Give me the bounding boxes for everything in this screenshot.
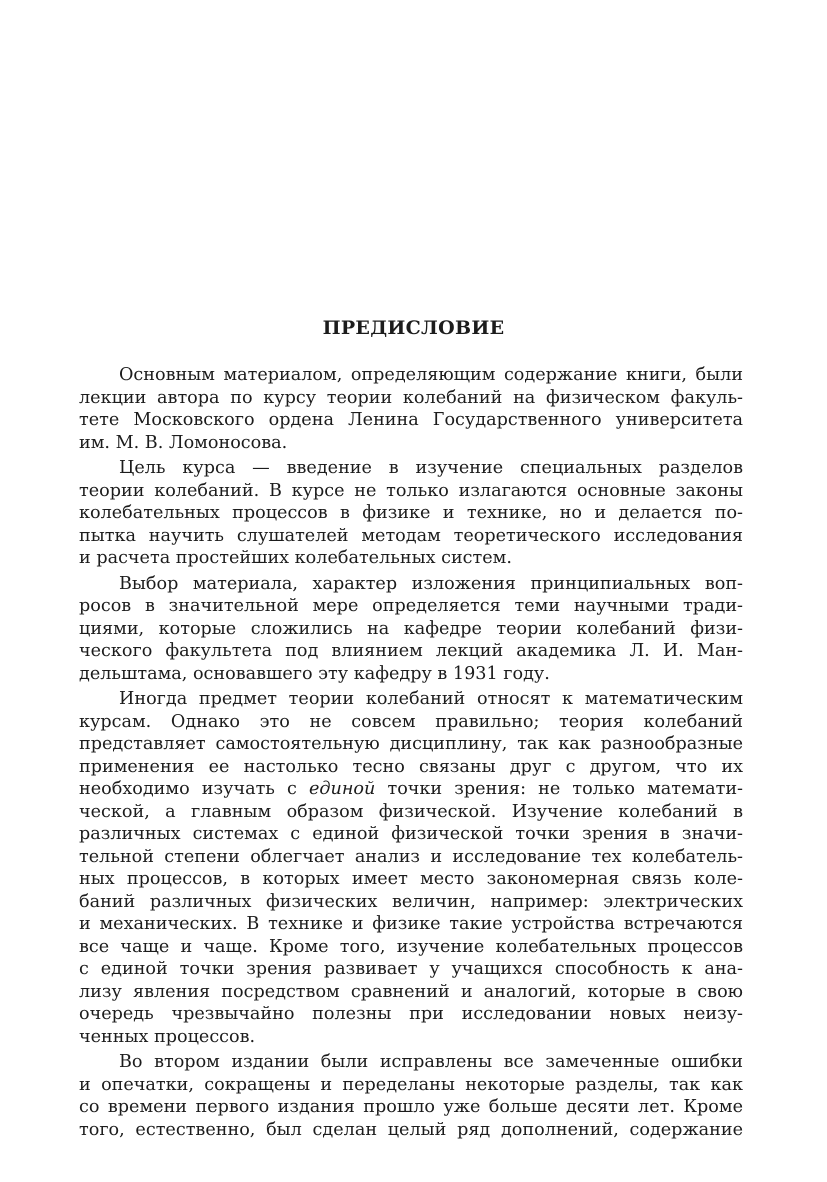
paragraph-1 (79, 364, 743, 454)
text-line: различных системах с единой физической точки зрения в значи- (79, 824, 743, 844)
text-line: ченных процессов. (79, 1026, 256, 1047)
text-line: того, естественно, был сделан целый ряд дополнений, содержание (79, 1119, 743, 1140)
text-line: все чаще и чаще. Кроме того, изучение колебательных процессов (79, 936, 743, 957)
text-line: ческой, а главным образом физической. Изучение колебаний в (79, 801, 743, 822)
text-line: лекции автора по курсу теории колебаний на физическом факуль- (79, 387, 743, 408)
text-line: дельштама, основавшего эту кафедру в 1931 году. (79, 663, 550, 684)
text-line: и расчета простейших колебательных систем. (79, 548, 512, 568)
text-segment: точки зрения: не только математи- (387, 779, 743, 799)
paragraph-5 (79, 1051, 743, 1141)
paragraph-4 (79, 688, 743, 1048)
page-title: ПРЕДИСЛОВИЕ (322, 317, 505, 339)
text-line: тете Московского ордена Ленина Государственного университета (79, 410, 743, 430)
text-line: Иногда предмет теории колебаний относят к математическим (119, 689, 743, 709)
text-line: курсам. Однако это не совсем правильно; теория колебаний (79, 711, 743, 732)
text-line: баний различных физических величин, например: электрических (79, 891, 743, 912)
text-line: ческого факультета под влиянием лекций академика Л. И. Ман- (79, 641, 743, 661)
text-line: Цель курса — введение в изучение специальных разделов (119, 458, 743, 478)
text-line: с единой точки зрения развивает у учащихся способность к ана- (79, 959, 743, 979)
text-line: очередь чрезвычайно полезны при исследовании новых неизу- (79, 1004, 743, 1024)
emphasized-word: единой (308, 779, 376, 799)
text-line-with-emphasis (79, 778, 743, 801)
text-line: Основным материалом, определяющим содержание книги, были (119, 365, 743, 385)
text-line: пытка научить слушателей методам теоретического исследования (79, 525, 743, 546)
text-line: ных процессов, в которых имеет место закономерная связь коле- (79, 869, 743, 889)
text-line: и механических. В технике и физике такие устройства встречаются (79, 914, 743, 934)
paragraph-2 (79, 457, 743, 570)
preface-text (79, 364, 743, 1141)
text-line: лизу явления посредством сравнений и аналогий, которые в свою (79, 981, 743, 1002)
text-line: и опечатки, сокращены и переделаны некоторые разделы, так как (79, 1074, 743, 1095)
text-line: представляет самостоятельную дисциплину, так как разнообразные (79, 734, 743, 754)
paragraph-3 (79, 573, 743, 686)
text-line: Выбор материала, характер изложения принципиальных воп- (119, 573, 743, 594)
text-line: росов в значительной мере определяется теми научными тради- (79, 596, 743, 616)
text-line: им. М. В. Ломоносова. (79, 432, 288, 453)
text-line: Во втором издании были исправлены все замеченные ошибки (119, 1052, 743, 1072)
text-line: со времени первого издания прошло уже больше десяти лет. Кроме (79, 1097, 743, 1117)
text-line: теории колебаний. В курсе не только излагаются основные законы (79, 480, 743, 501)
text-segment: необходимо изучать с (79, 779, 297, 799)
text-line: применения ее настолько тесно связаны друг с другом, что их (79, 756, 743, 777)
text-line: тельной степени облегчает анализ и исследование тех колебатель- (79, 846, 743, 867)
text-line: циями, которые сложились на кафедре теории колебаний физи- (79, 618, 743, 639)
text-line: колебательных процессов в физике и технике, но и делается по- (79, 503, 743, 523)
